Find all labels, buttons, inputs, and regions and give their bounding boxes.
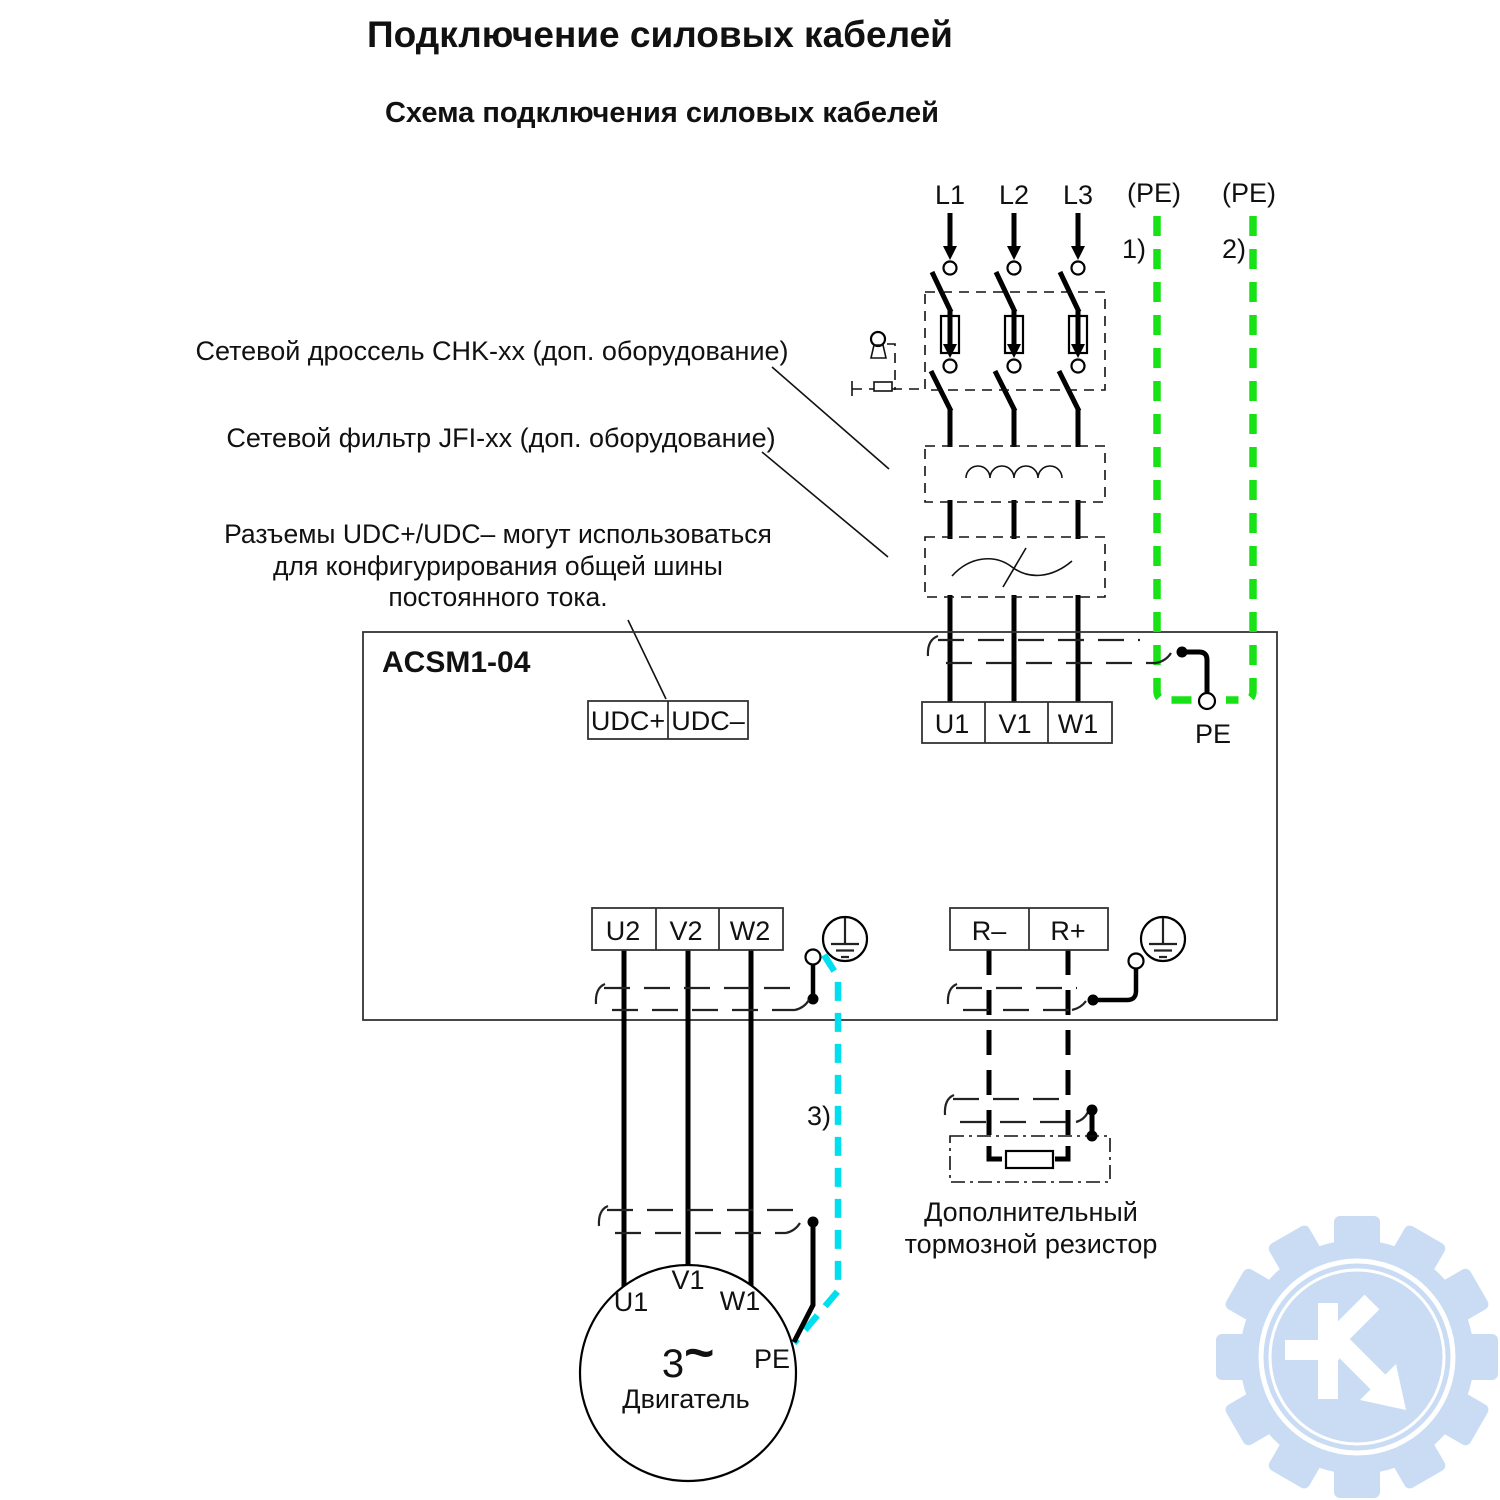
brake-terminal-block [950,908,1108,950]
supply-phase-column-l1 [931,213,959,704]
terminal-v1: V1 [998,709,1032,739]
svg-text:Разъемы UDC+/UDC– могут исполь: Разъемы UDC+/UDC– могут использоваться [224,519,772,549]
footnote-3-marker: 3) [806,1101,831,1131]
earth-symbol-brake-icon [1141,917,1185,961]
brake-resistor-assembly [945,1095,1110,1182]
brake-resistor-wires [989,950,1068,1149]
terminal-w2: W2 [729,916,771,946]
pe-terminal-circle [1199,693,1215,709]
output-terminal-block [592,908,783,950]
pe-label-top-1: (PE) [1127,178,1181,208]
udc-annotation [224,519,772,612]
footnote-1-marker: 1) [1121,234,1146,264]
terminal-u1: U1 [934,709,970,739]
motor-terminal-v1: V1 [671,1265,705,1295]
supply-phase-column-l3 [1059,213,1087,704]
terminal-r-minus: R– [971,916,1007,946]
supply-phase-column-l2 [995,213,1023,704]
pe-label-top-2: (PE) [1222,178,1276,208]
pe-ground-conductors [1157,216,1253,700]
motor-symbol [580,1265,796,1481]
drive-model-label: ACSM1-04 [382,646,531,679]
line-filter-symbol [925,537,1105,597]
terminal-u2: U2 [605,916,641,946]
motor-phase-count: 3 [661,1342,685,1386]
output-cable-shield-drive-end [596,950,821,1011]
brake-resistor-caption [905,1197,1158,1259]
motor-label: Двигатель [622,1384,750,1414]
phase-label-l2: L2 [998,180,1030,210]
watermark-gear-logo-icon [1216,1216,1498,1498]
page-subtitle: Схема подключения силовых кабелей [384,97,940,129]
resistor-icon [1006,1151,1053,1168]
input-terminal-block [922,702,1112,743]
pe-terminal-label: PE [1194,719,1232,749]
inductor-icon [966,466,1062,478]
footnote-2-marker: 2) [1221,234,1246,264]
phase-label-l3: L3 [1062,180,1094,210]
motor-ac-wave-icon: ~ [684,1324,715,1382]
line-choke-symbol [925,446,1105,502]
terminal-udc-minus: UDC– [671,706,745,736]
svg-text:для конфигурирования общей шин: для конфигурирования общей шины [273,551,723,581]
filter-wave-icon [952,559,1072,576]
svg-text:Дополнительный: Дополнительный [924,1197,1138,1227]
motor-pe-label: PE [753,1344,791,1374]
terminal-udc-plus: UDC+ [590,706,666,736]
shield-pe-conductor [794,955,838,1343]
dc-terminal-block [588,701,748,739]
choke-annotation: Сетевой дроссель CHK-xx (доп. оборудование) [195,336,789,366]
page-title: Подключение силовых кабелей [367,14,953,55]
terminal-r-plus: R+ [1050,916,1086,946]
terminal-w1: W1 [1057,709,1099,739]
motor-terminal-w1: W1 [719,1286,761,1316]
switch-operator-symbol [852,332,925,396]
phase-label-l1: L1 [934,180,966,210]
motor-terminal-u1: U1 [613,1287,649,1317]
svg-text:постоянного тока.: постоянного тока. [388,582,608,612]
earth-symbol-output-icon [823,917,867,961]
filter-annotation: Сетевой фильтр JFI-xx (доп. оборудование) [226,423,776,453]
brake-cable-shield-drive-end [948,954,1144,1011]
motor-cable-wires [624,948,751,1289]
terminal-v2: V2 [669,916,703,946]
svg-text:тормозной резистор: тормозной резистор [904,1229,1158,1259]
